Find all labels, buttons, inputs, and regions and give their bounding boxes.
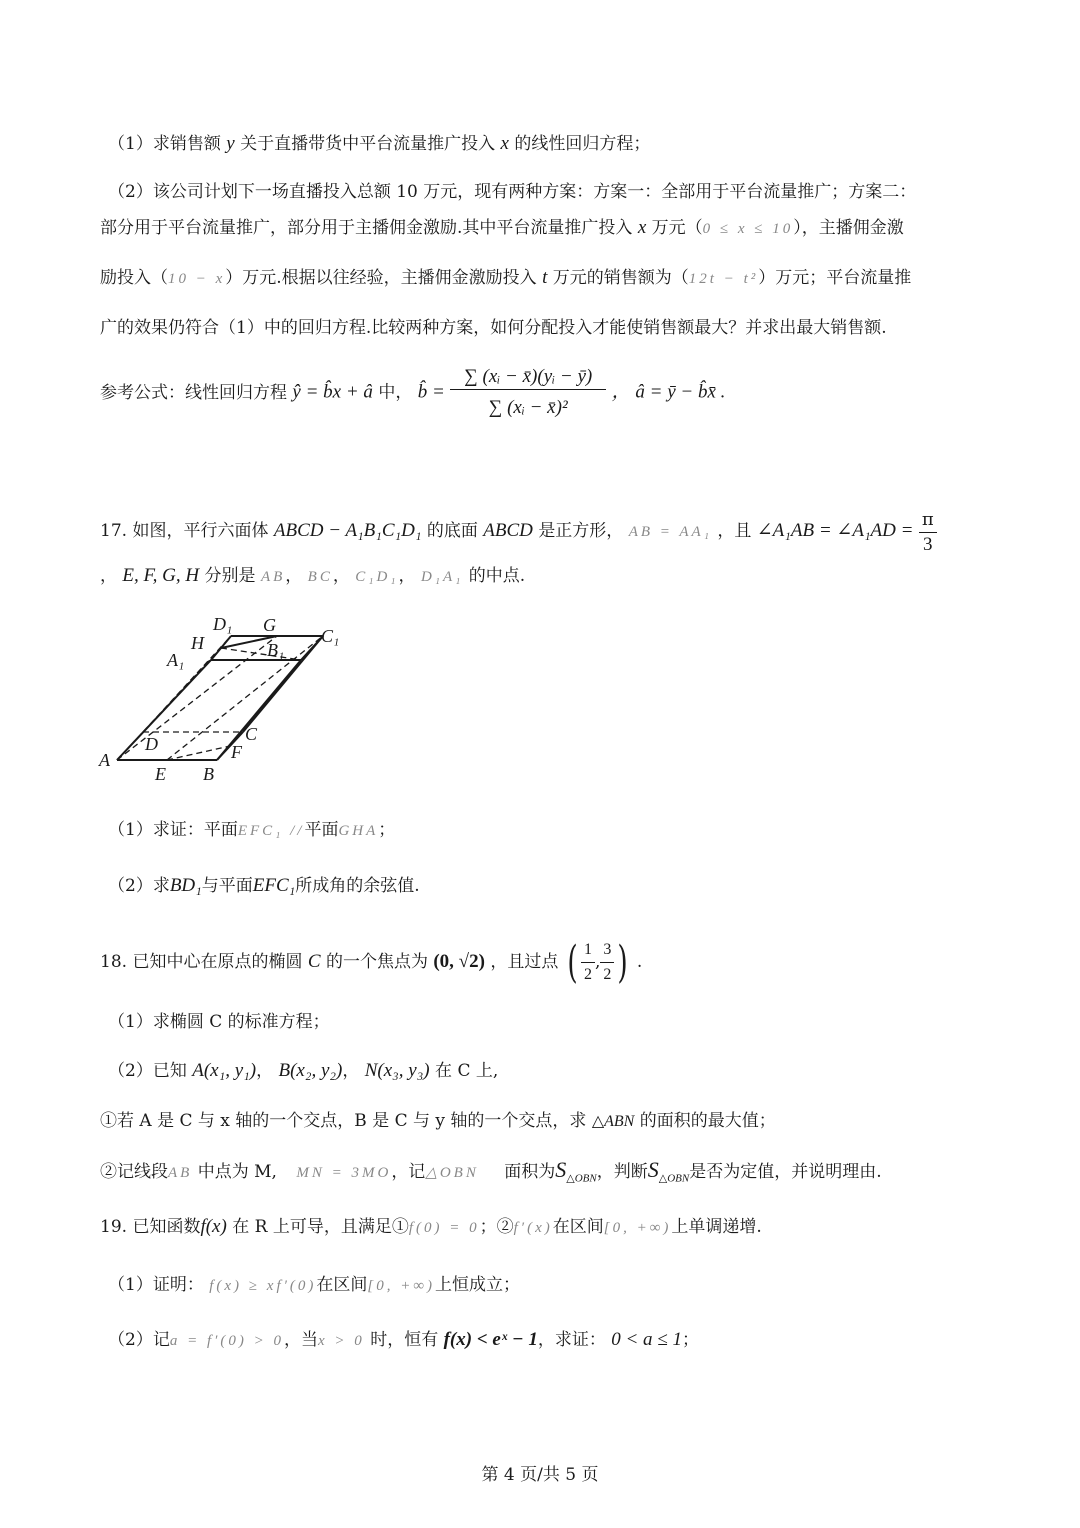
hidden-HB1 [221, 648, 301, 660]
pi-over-3: $\frac{\pi}{3}$ [919, 508, 937, 557]
label-H: H [191, 633, 204, 653]
q17-part1: （1）求证：平面EFC₁ //平面GHA； [108, 820, 396, 840]
label-E: E [155, 764, 166, 784]
q18-part2: （2）已知 A(x₁, y₁)， B(x₂, y₂)， N(x₃, y₃) 在 C 上, [108, 1060, 499, 1081]
label-D: D [145, 734, 158, 754]
q16-part2-line1: （2）该公司计划下一场直播投入总额 10 万元，现有两种方案：方案一：全部用于平台流量推广；方案二： [108, 182, 917, 202]
label-C: C [245, 724, 258, 744]
point-y-fraction: $\frac{3}{2}$ [600, 938, 614, 987]
q18-line1: 18. 已知中心在原点的椭圆 C 的一个焦点为 (0, √2) ，且过点 ( $\frac{1}{2}$ , $\frac{3}{2}$ ) . [100, 936, 643, 988]
label-D1: D₁ [213, 614, 233, 634]
edge-B1C1 [301, 636, 323, 660]
parallelepiped-figure [95, 608, 355, 788]
q19-part1: （1）证明： f(x) ≥ xf′(0)在区间[0, +∞)上恒成立； [108, 1275, 521, 1295]
q17-part2: （2）求BD₁与平面EFC₁所成角的余弦值. [108, 875, 420, 896]
label-B1: B₁ [267, 640, 285, 660]
label-C1: C₁ [321, 626, 340, 646]
label-G: G [263, 615, 276, 635]
regression-fraction: $\frac{\text{∑ (xᵢ − x̄)(yᵢ − ȳ)}}{\text{∑ (xᵢ − x̄)²}}$ [450, 365, 606, 420]
q16-part1: （1）求销售额 y 关于直播带货中平台流量推广投入 x 的线性回归方程； [108, 133, 651, 154]
q19-line1: 19. 已知函数f(x) 在 R 上可导，且满足①f(0) = 0；②f′(x)在区间[0, +∞)上单调递增. [100, 1216, 762, 1237]
label-A: A [99, 750, 110, 770]
label-A1: A₁ [167, 650, 185, 670]
q17-line2: ， E, F, G, H 分别是 AB， BC， C₁D₁， D₁A₁ 的中点. [100, 565, 526, 586]
q16-part2-line4: 广的效果仍符合（1）中的回归方程.比较两种方案，如何分配投入才能使销售额最大？并求出最大销售额. [100, 318, 887, 338]
point-x-fraction: $\frac{1}{2}$ [581, 938, 595, 987]
q18-part1: （1）求椭圆 C 的标准方程； [108, 1012, 330, 1032]
label-B: B [203, 764, 214, 784]
q18-case2: ②记线段AB 中点为 M, MN = 3MO，记△OBN 面积为$S_{\triangle OBN}$，判断$S_{\triangle OBN}$是否为定值，并说明理由. [100, 1157, 882, 1185]
q18-case1: ①若 A 是 C 与 x 轴的一个交点，B 是 C 与 y 轴的一个交点，求 △ABN 的面积的最大值； [100, 1111, 776, 1131]
q17-line1: 17. 如图，平行六面体 ABCD − A₁B₁C₁D₁ 的底面 ABCD 是正方形， AB = AA₁ ，且 ∠A₁AB = ∠A₁AD = $\frac{\pi}{3}$ [100, 508, 937, 557]
q16-part2-line3: 励投入（10 − x）万元.根据以往经验，主播佣金激励投入 t 万元的销售额为（12t − t²）万元；平台流量推 [100, 267, 912, 288]
reference-formula: 参考公式：线性回归方程 ŷ = b̂x + â 中， b̂ = $\frac{\text{∑ (xᵢ − x̄)(yᵢ − ȳ)}}{\text{∑ (xᵢ − x̄)²}}$ ， â = ȳ − b̂x̄ . [100, 366, 726, 418]
q16-part2-line2: 部分用于平台流量推广，部分用于主播佣金激励.其中平台流量推广投入 x 万元（0 ≤ x ≤ 10），主播佣金激 [100, 217, 904, 238]
q19-part2: （2）记a = f′(0) > 0，当x > 0 时，恒有 f(x) < eˣ − 1，求证： 0 < a ≤ 1； [108, 1329, 699, 1350]
page-footer: 第 4 页/共 5 页 [481, 1465, 599, 1485]
label-F: F [231, 742, 242, 762]
